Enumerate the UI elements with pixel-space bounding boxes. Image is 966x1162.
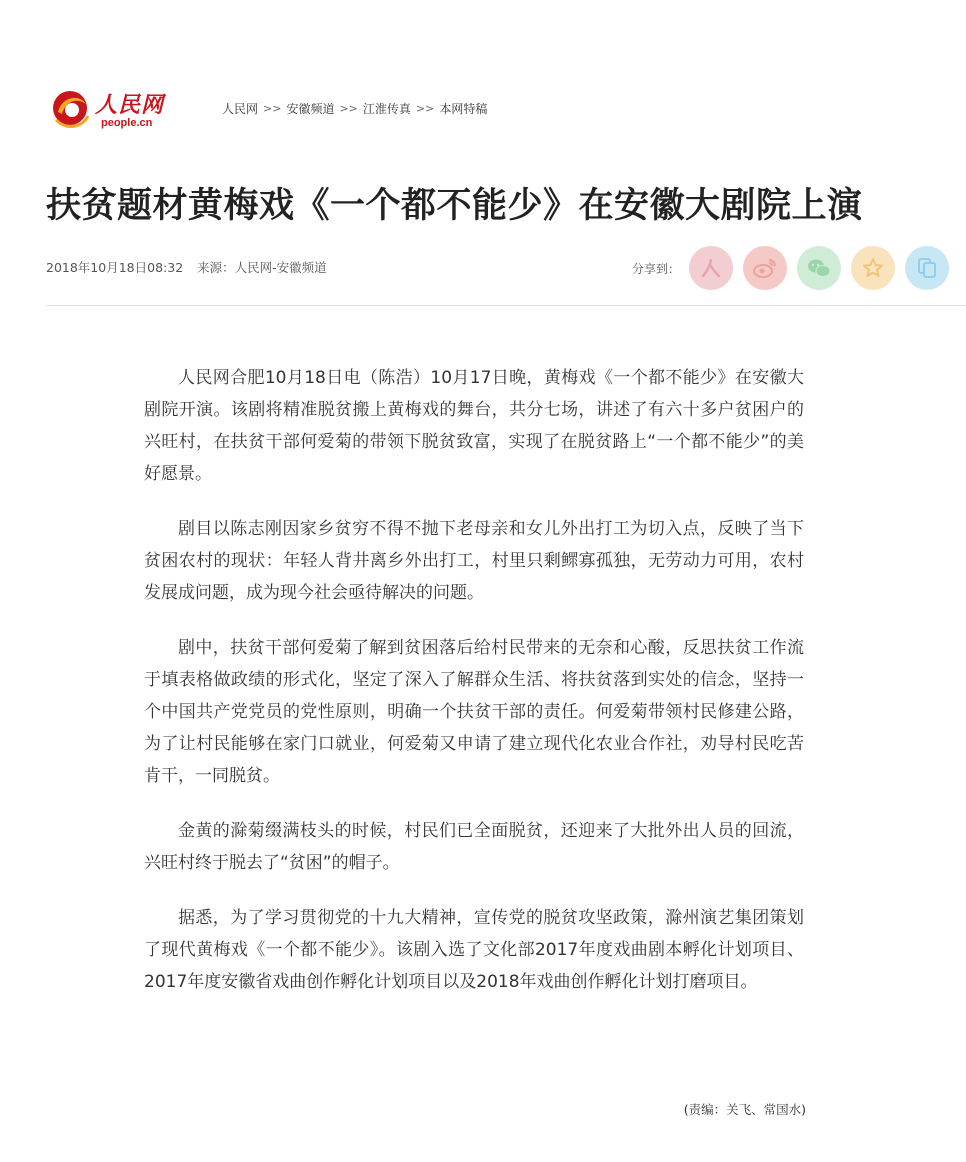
share-copy-button[interactable]	[905, 246, 949, 290]
share-weibo-button[interactable]	[743, 246, 787, 290]
people-icon	[700, 257, 722, 279]
article-title: 扶贫题材黄梅戏《一个都不能少》在安徽大剧院上演	[46, 186, 863, 226]
article-paragraph: 剧目以陈志刚因家乡贫穷不得不抛下老母亲和女儿外出打工为切入点，反映了当下贫困农村的现状：年轻人背井离乡外出打工，村里只剩鳏寡孤独，无劳动力可用，农村发展成问题，成为现今社会亟待解决的问题。	[144, 519, 804, 603]
breadcrumb-item-special[interactable]: 本网特稿	[439, 102, 488, 116]
copy-icon	[916, 257, 938, 279]
share-label: 分享到：	[632, 262, 681, 276]
share-favorite-button[interactable]	[851, 246, 895, 290]
article-body	[144, 362, 804, 1021]
article-paragraph: 人民网合肥10月18日电（陈浩）10月17日晚，黄梅戏《一个都不能少》在安徽大剧院开演。该剧将精准脱贫搬上黄梅戏的舞台，共分七场，讲述了有六十多户贫困户的兴旺村，在扶贫干部何爱菊的带领下脱贫致富，实现了在脱贫路上“一个都不能少”的美好愿景。	[144, 368, 804, 484]
logo-text: 人民网	[95, 92, 165, 118]
breadcrumb-item-jianghuai[interactable]: 江淮传真	[362, 102, 411, 116]
breadcrumb-separator: >>	[339, 102, 358, 115]
article-source: 来源：人民网-安徽频道	[197, 260, 327, 275]
article-paragraph: 据悉，为了学习贯彻党的十九大精神，宣传党的脱贫攻坚政策，滁州演艺集团策划了现代黄梅戏《一个都不能少》。该剧入选了文化部2017年度戏曲剧本孵化计划项目、2017年度安徽省戏曲创作孵化计划项目以及2018年戏曲创作孵化计划打磨项目。	[144, 908, 804, 992]
article-paragraph: 剧中，扶贫干部何爱菊了解到贫困落后给村民带来的无奈和心酸，反思扶贫工作流于填表格做政绩的形式化，坚定了深入了解群众生活、将扶贫落到实处的信念，坚持一个中国共产党党员的党性原则，明确一个扶贫干部的责任。何爱菊带领村民修建公路，为了让村民能够在家门口就业，何爱菊又申请了建立现代化农业合作社，劝导村民吃苦肯干，一同脱贫。	[144, 638, 804, 786]
page-header	[0, 0, 966, 150]
wechat-icon	[806, 257, 832, 279]
breadcrumb-item-anhui-channel[interactable]: 安徽频道	[286, 102, 335, 116]
breadcrumb-separator: >>	[415, 102, 435, 115]
editor-credit: (责编：关飞、常国水)	[683, 1102, 806, 1117]
favorite-icon	[862, 257, 884, 279]
article-meta	[46, 258, 327, 276]
publish-date: 2018年10月18日08:32	[46, 260, 184, 275]
weibo-icon	[752, 257, 778, 279]
breadcrumb-separator: >>	[263, 102, 282, 115]
logo-subtext: people.cn	[101, 117, 153, 129]
share-people-button[interactable]	[689, 246, 733, 290]
breadcrumb-item-people[interactable]: 人民网	[222, 102, 259, 116]
header-divider	[46, 305, 966, 306]
share-wechat-button[interactable]	[797, 246, 841, 290]
breadcrumb	[222, 100, 487, 117]
article-paragraph: 金黄的滁菊缀满枝头的时候，村民们已全面脱贫，还迎来了大批外出人员的回流，兴旺村终于脱去了“贫困”的帽子。	[144, 821, 804, 873]
